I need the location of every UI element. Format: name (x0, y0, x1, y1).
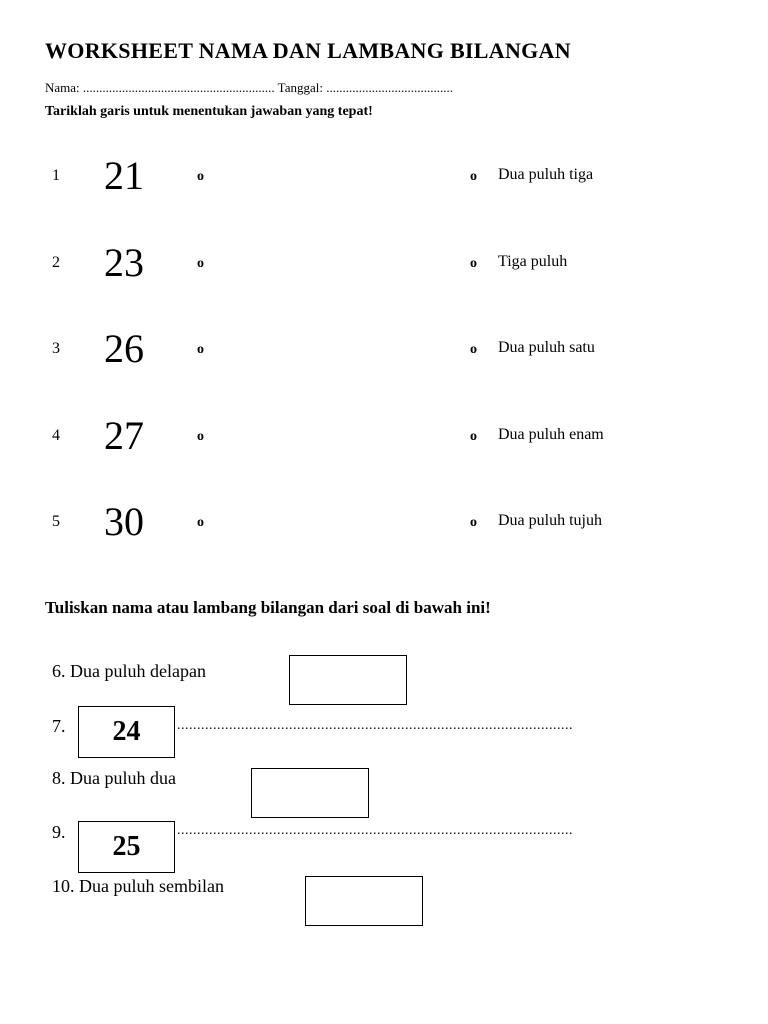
numeral-4: 27 (104, 413, 144, 458)
number-box-7: 24 (78, 706, 175, 758)
connector-dot-right-2[interactable]: o (470, 256, 477, 271)
number-box-9: 25 (78, 821, 175, 873)
row-number-1: 1 (52, 167, 60, 184)
question-9-label: 9. (52, 822, 66, 842)
connector-dot-left-5[interactable]: o (197, 515, 204, 530)
numeral-2: 23 (104, 240, 144, 285)
row-number-5: 5 (52, 513, 60, 530)
question-7-label: 7. (52, 716, 66, 736)
answer-box-8[interactable] (251, 768, 369, 818)
numeral-5: 30 (104, 499, 144, 544)
connector-dot-left-3[interactable]: o (197, 342, 204, 357)
connector-dot-right-4[interactable]: o (470, 429, 477, 444)
question-8-label: 8. Dua puluh dua (52, 768, 176, 788)
row-number-2: 2 (52, 254, 60, 271)
instruction-writing: Tuliskan nama atau lambang bilangan dari soal di bawah ini! (45, 598, 491, 617)
number-word-1: Dua puluh tiga (498, 166, 594, 183)
number-word-4: Dua puluh enam (498, 426, 604, 443)
instruction-matching: Tariklah garis untuk menentukan jawaban yang tepat! (45, 104, 373, 119)
number-word-5: Dua puluh tujuh (498, 512, 602, 529)
numeral-3: 26 (104, 326, 144, 371)
number-word-2: Tiga puluh (498, 253, 568, 270)
connector-dot-right-5[interactable]: o (470, 515, 477, 530)
question-6-label: 6. Dua puluh delapan (52, 661, 206, 681)
worksheet-title: WORKSHEET NAMA DAN LAMBANG BILANGAN (45, 38, 571, 63)
answer-line-9[interactable]: ................................................................................................... (177, 823, 573, 838)
answer-line-7[interactable]: ................................................................................................... (177, 718, 573, 733)
numeral-1: 21 (104, 153, 144, 198)
answer-box-10[interactable] (305, 876, 423, 926)
connector-dot-left-1[interactable]: o (197, 169, 204, 184)
connector-dot-left-4[interactable]: o (197, 429, 204, 444)
name-date-line: Nama: ........................................................... Tanggal: ....................................... (45, 80, 453, 95)
connector-dot-right-3[interactable]: o (470, 342, 477, 357)
question-10-label: 10. Dua puluh sembilan (52, 876, 224, 896)
row-number-3: 3 (52, 340, 60, 357)
row-number-4: 4 (52, 427, 60, 444)
connector-dot-left-2[interactable]: o (197, 256, 204, 271)
number-word-3: Dua puluh satu (498, 339, 595, 356)
answer-box-6[interactable] (289, 655, 407, 705)
connector-dot-right-1[interactable]: o (470, 169, 477, 184)
